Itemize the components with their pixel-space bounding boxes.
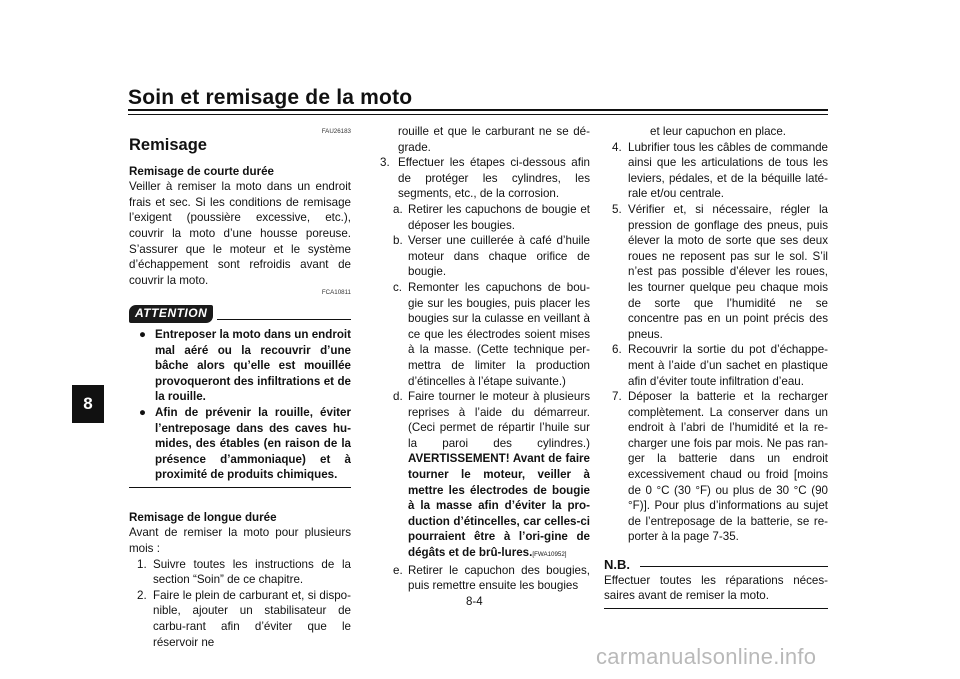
short-storage-text: Veiller à remiser la moto dans un endroit frais et sec. Si les conditions de remisage l’exigent (poussière excessive, etc.), couvrir la moto d’une housse poreuse. S’assurer que le moteur et le système d’échappement sont refroidis avant de couvrir la moto. <box>129 180 351 287</box>
note-bottom-rule <box>604 608 828 609</box>
reference-code: FCA10811 <box>321 289 351 297</box>
step-item: 2. Faire le plein de carburant et, si dispo-nible, ajouter un stabilisateur de carbu-rant afin d’éviter que le réservoir ne <box>137 588 351 649</box>
note-rule <box>640 566 828 567</box>
substep-item: c. Remonter les capuchons de bou-gie sur les bougies, puis placer les bougies sur la culasse en veillant à ce que les électrodes soient mises à la masse. (Cette technique per-mettra de limiter la production d’étincelles à l’étape suivante.) <box>393 280 590 388</box>
watermark: carmanualsonline.info <box>596 644 817 669</box>
header-rule-thick <box>128 109 828 111</box>
step-item: 3. Effectuer les étapes ci-dessous afin de protéger les cylindres, les segments, etc., de la corrosion. <box>380 156 590 201</box>
substep-item: a. Retirer les capuchons de bougie et déposer les bougies. <box>393 202 590 232</box>
substep-item: e. Retirer le capuchon des bougies, puis remettre ensuite les bougies <box>393 563 590 593</box>
page-number: 8-4 <box>466 596 483 608</box>
long-storage-intro: Avant de remiser la moto pour plusieurs mois : <box>129 526 351 556</box>
column-right <box>604 124 828 609</box>
step-item: 1. Suivre toutes les instructions de la section “Soin” de ce chapitre. <box>137 557 351 587</box>
attention-list <box>129 327 351 483</box>
attention-label: ATTENTION <box>129 305 213 323</box>
step-item: 7. Déposer la batterie et la recharger complètement. La conserver dans un endroit à l’abri de l’humidité et la re-charger une fois par mois. Ne pas ran-ger la batterie dans un endroit excessivement chaud ou froid [moins de 0 °C (30 °F) ou plus de 30 °C (90 °F)]. Pour plus d’informations au sujet de l’entreposage de la batterie, se re-porter à la page 7-35. <box>612 390 828 544</box>
page-title: Soin et remisage de la moto <box>128 86 413 109</box>
note-label: N.B. <box>604 557 630 573</box>
warning-code: [FWA10952] <box>532 551 567 559</box>
subsection-title-long: Remisage de longue durée <box>129 510 277 524</box>
subsection-title-short: Remisage de courte durée <box>129 164 274 178</box>
chapter-tab: 8 <box>72 385 104 423</box>
attention-header <box>129 305 351 323</box>
bullet-icon: ● <box>139 405 147 419</box>
attention-bottom-rule <box>129 487 351 488</box>
bullet-icon: ● <box>139 327 147 341</box>
substep-item: d. Faire tourner le moteur à plusieurs reprises à l’aide du démarreur. (Ceci permet de répartir l’huile sur la paroi des cylindres.) AVERTISSEMENT! Avant de faire tourner le moteur, veiller à mettre les électrodes de bougie à la masse afin d’éviter la pro-duction d’étincelles, car celles-ci pourraient être à l’ori-gine de dégâts et de brû-lures.[FWA10952] <box>393 390 590 560</box>
header-rule-thin <box>128 114 828 115</box>
attention-rule <box>217 319 351 320</box>
substep-item: b. Verser une cuillerée à café d’huile moteur dans chaque orifice de bougie. <box>393 234 590 279</box>
step-item: 5. Vérifier et, si nécessaire, régler la pression de gonflage des pneus, puis élever la moto de sorte que ses deux roues ne reposent pas sur le sol. S’il n’est pas possible d’élever les roues, les tourner quelque peu chaque mois de sorte que l’humidité ne se concentre pas en un point précis des pneus. <box>612 202 828 341</box>
step-continuation: et leur capuchon en place. <box>650 125 787 138</box>
attention-item: ● Afin de prévenir la rouille, éviter l’entreposage dans des caves hu-mides, des étables (en raison de la présence d’ammoniaque) et à proximité de produits chimiques. <box>139 405 351 482</box>
step-continuation: rouille et que le carburant ne se dé-grade. <box>398 125 590 154</box>
step-item: 6. Recouvrir la sortie du pot d’échappe-ment à l’aide d’un sachet en plastique afin d’éviter toute infiltration d’eau. <box>612 343 828 388</box>
reference-code: FAU26183 <box>321 128 351 135</box>
column-left <box>129 128 351 650</box>
section-title: Remisage <box>129 136 207 154</box>
step-item: 4. Lubrifier tous les câbles de commande ainsi que les articulations de tous les leviers, pédales, et de la béquille laté-rale et/ou centrale. <box>612 140 828 201</box>
attention-item: ● Entreposer la moto dans un endroit mal aéré ou la recouvrir d’une bâche alors qu’elle est mouillée provoqueront des infiltrations et de la rouille. <box>139 327 351 404</box>
note-header <box>604 557 828 573</box>
warning-text: AVERTISSEMENT! Avant de faire tourner le moteur, veiller à mettre les électrodes de bougie à la masse afin d’éviter la pro-duction d’étincelles, car celles-ci pourraient être à l’ori-gine de dégâts et de brû-lures. <box>408 452 590 560</box>
note-text: Effectuer toutes les réparations néces-saires avant de remiser la moto. <box>604 573 828 603</box>
column-middle <box>374 124 590 594</box>
